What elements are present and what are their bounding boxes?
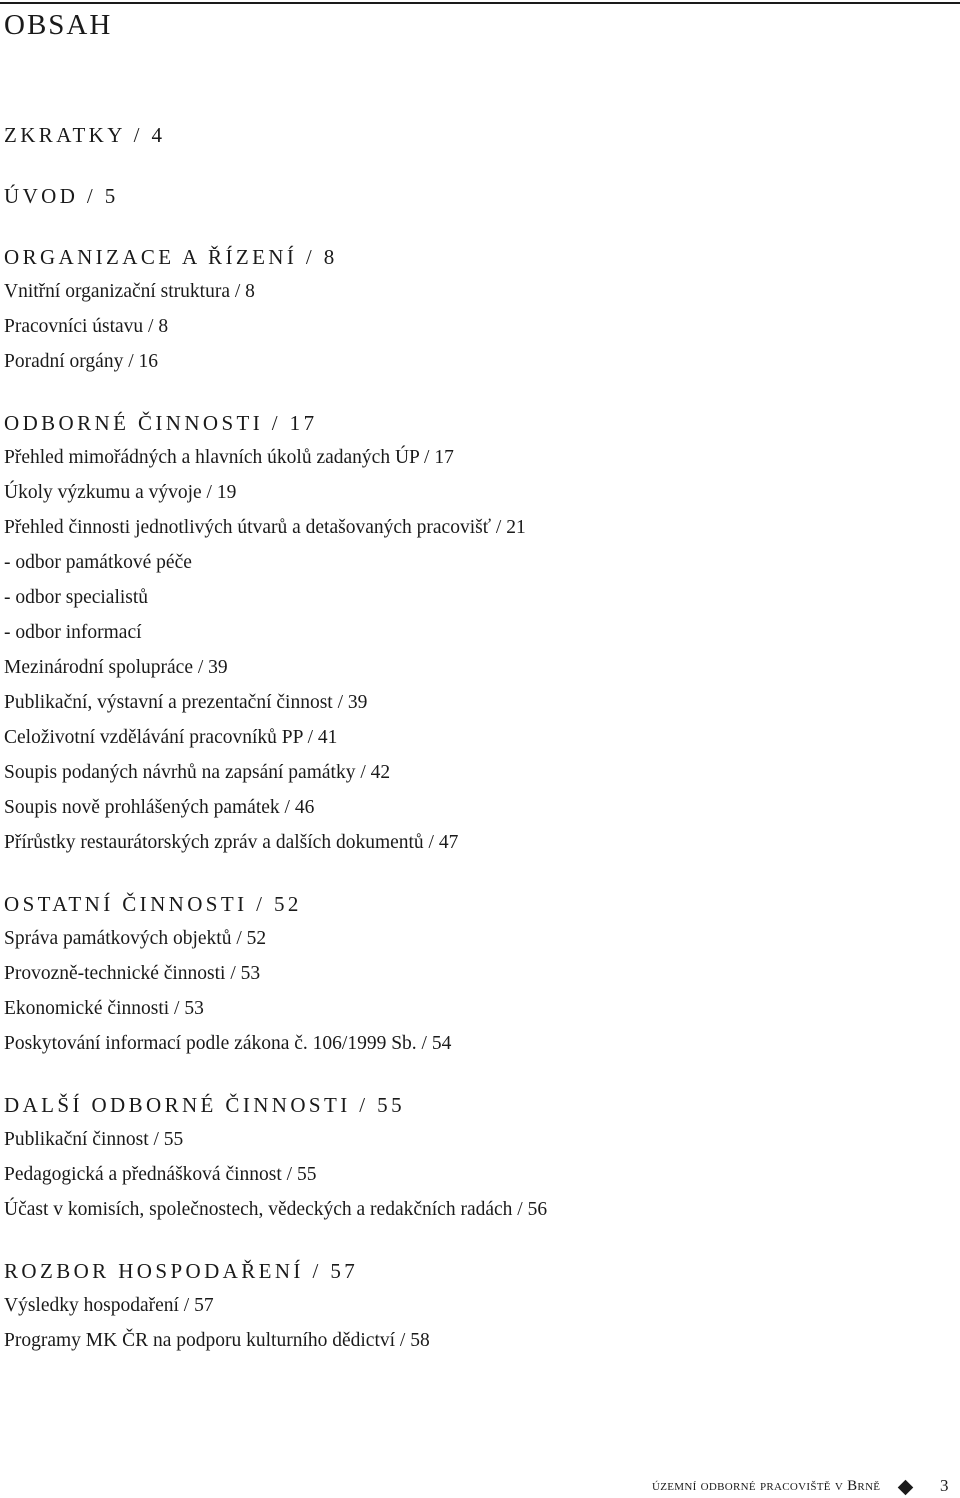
toc-heading[interactable]: ROZBOR HOSPODAŘENÍ / 57 — [4, 1259, 359, 1283]
toc-subentry[interactable]: - odbor specialistů — [4, 587, 149, 608]
footer-institution: územní odborné pracoviště v Brně — [652, 1478, 881, 1494]
toc-entry[interactable]: Pedagogická a přednášková činnost / 55 — [4, 1164, 317, 1185]
toc-entry[interactable]: Účast v komisích, společnostech, vědeckých a redakčních radách / 56 — [4, 1199, 548, 1220]
toc-entry[interactable]: Programy MK ČR na podporu kulturního dědictví / 58 — [4, 1330, 430, 1351]
toc-subentry[interactable]: - odbor informací — [4, 622, 142, 643]
toc-entry[interactable]: Pracovníci ústavu / 8 — [4, 316, 169, 337]
toc-heading[interactable]: DALŠÍ ODBORNÉ ČINNOSTI / 55 — [4, 1093, 405, 1117]
toc-entry[interactable]: Ekonomické činnosti / 53 — [4, 998, 204, 1019]
toc-entry[interactable]: Přehled mimořádných a hlavních úkolů zadaných ÚP / 17 — [4, 447, 454, 468]
toc-entry[interactable]: Poskytování informací podle zákona č. 106/1999 Sb. / 54 — [4, 1033, 452, 1054]
diamond-icon — [898, 1480, 914, 1496]
toc-entry[interactable]: Přírůstky restaurátorských zpráv a dalších dokumentů / 47 — [4, 832, 459, 853]
toc-entry[interactable]: Provozně-technické činnosti / 53 — [4, 963, 261, 984]
toc-heading[interactable]: ÚVOD / 5 — [4, 184, 119, 208]
toc-entry[interactable]: Vnitřní organizační struktura / 8 — [4, 281, 255, 302]
toc-entry[interactable]: Mezinárodní spolupráce / 39 — [4, 657, 228, 678]
top-rule — [0, 2, 960, 4]
toc-heading[interactable]: OSTATNÍ ČINNOSTI / 52 — [4, 892, 302, 916]
toc-heading[interactable]: ZKRATKY / 4 — [4, 123, 166, 147]
toc-entry[interactable]: Publikační, výstavní a prezentační činnost / 39 — [4, 692, 368, 713]
toc-entry[interactable]: Správa památkových objektů / 52 — [4, 928, 267, 949]
toc-entry[interactable]: Poradní orgány / 16 — [4, 351, 159, 372]
toc-heading[interactable]: ORGANIZACE A ŘÍZENÍ / 8 — [4, 245, 338, 269]
toc-entry[interactable]: Přehled činnosti jednotlivých útvarů a detašovaných pracovišť / 21 — [4, 517, 526, 538]
toc-entry[interactable]: Soupis podaných návrhů na zapsání památky / 42 — [4, 762, 391, 783]
toc-entry[interactable]: Úkoly výzkumu a vývoje / 19 — [4, 482, 237, 503]
page-number: 3 — [940, 1476, 949, 1495]
toc-entry[interactable]: Soupis nově prohlášených památek / 46 — [4, 797, 315, 818]
toc-entry[interactable]: Publikační činnost / 55 — [4, 1129, 184, 1150]
toc-subentry[interactable]: - odbor památkové péče — [4, 552, 192, 573]
toc-heading[interactable]: ODBORNÉ ČINNOSTI / 17 — [4, 411, 318, 435]
toc-entry[interactable]: Výsledky hospodaření / 57 — [4, 1295, 214, 1316]
toc-entry[interactable]: Celoživotní vzdělávání pracovníků PP / 41 — [4, 727, 338, 748]
page-title: OBSAH — [4, 9, 113, 41]
